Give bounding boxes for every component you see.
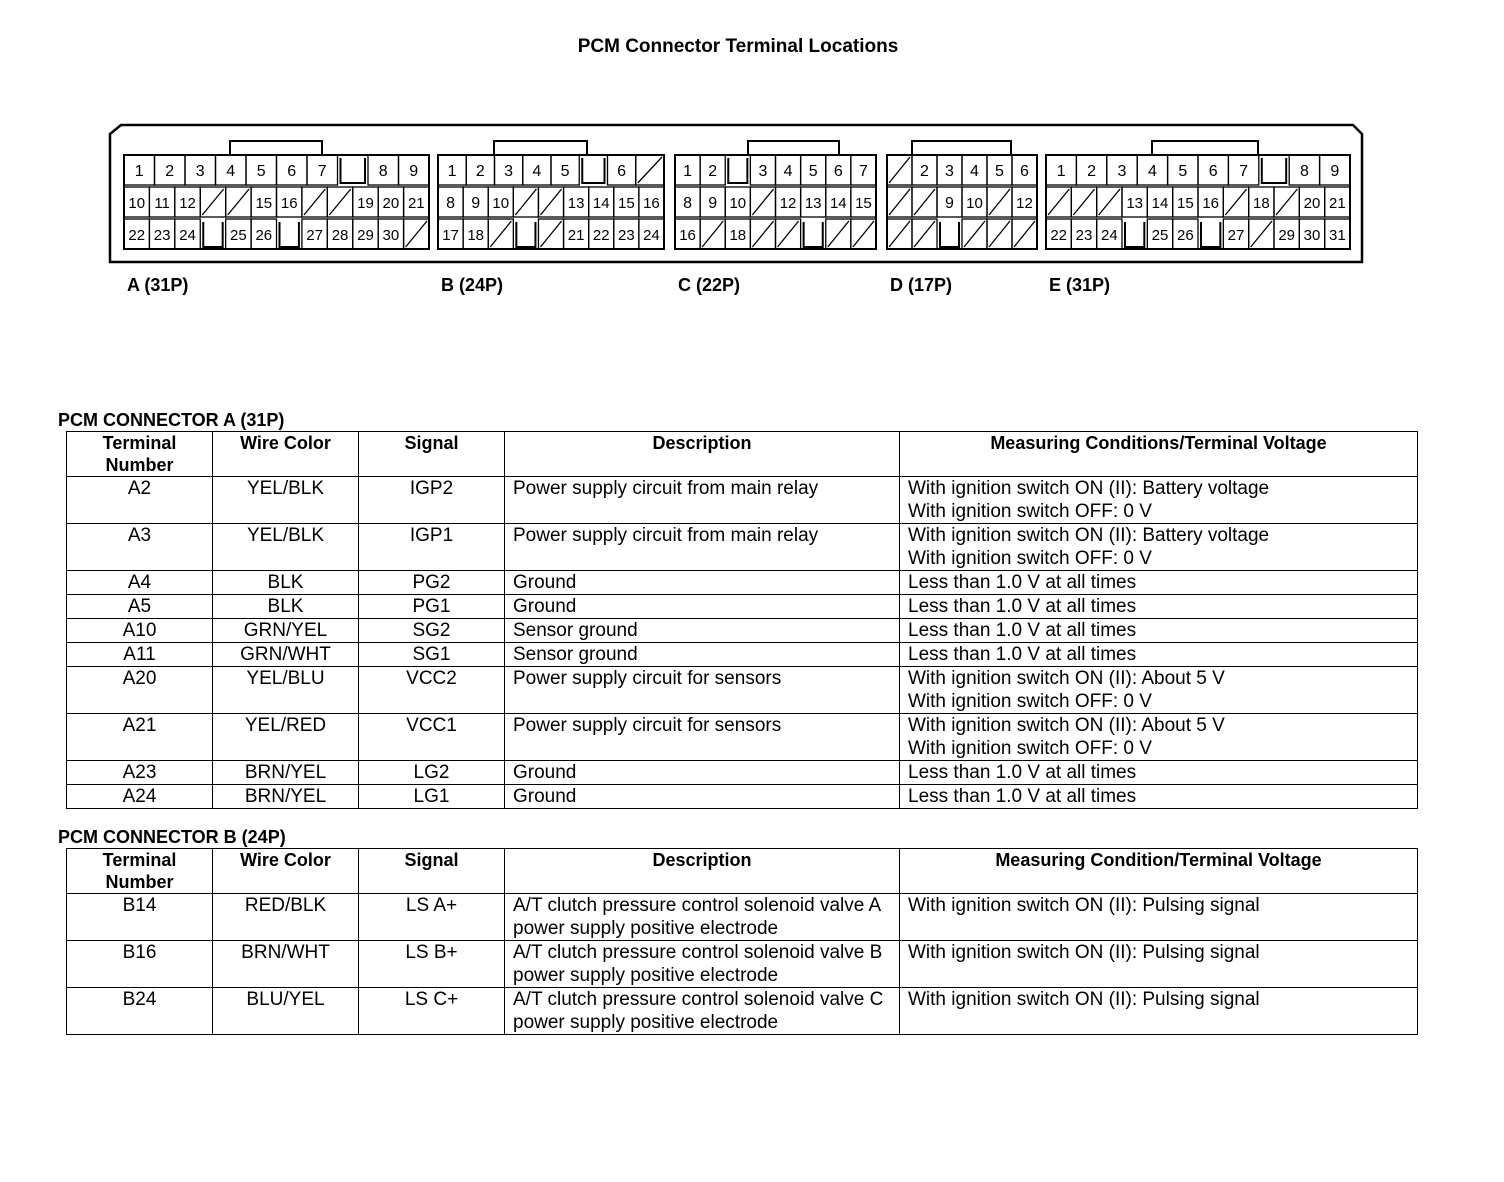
condition-line: With ignition switch OFF: 0 V xyxy=(908,501,1152,522)
wire-color-cell: BRN/WHT xyxy=(213,941,359,988)
terminal-number: 31 xyxy=(1328,227,1346,244)
condition-line: Less than 1.0 V at all times xyxy=(908,620,1137,641)
terminal-number: 13 xyxy=(804,195,822,212)
description-cell: A/T clutch pressure control solenoid valve A power supply positive electrode xyxy=(505,894,900,941)
terminal-number: 12 xyxy=(1016,195,1033,212)
conditions-cell xyxy=(900,894,1418,941)
conditions-cell xyxy=(900,595,1418,619)
wire-color-cell: BLK xyxy=(213,595,359,619)
table-row xyxy=(67,941,1418,988)
unused-terminal xyxy=(638,157,662,183)
description-cell: A/T clutch pressure control solenoid valve C power supply positive electrode xyxy=(505,988,900,1035)
terminal-number: 14 xyxy=(592,195,610,212)
lock-tab xyxy=(748,141,839,155)
table-row xyxy=(67,524,1418,571)
lock-tab xyxy=(912,141,1011,155)
unused-terminal xyxy=(515,189,536,215)
unused-terminal xyxy=(914,221,935,247)
table-row xyxy=(67,894,1418,941)
terminal-cell: A10 xyxy=(67,619,213,643)
terminal-number: 10 xyxy=(966,195,983,212)
terminal-number: 24 xyxy=(179,227,196,244)
conditions-cell xyxy=(900,571,1418,595)
terminal-number: 23 xyxy=(1075,227,1093,244)
terminal-number: 6 xyxy=(287,163,297,180)
unused-terminal xyxy=(1276,189,1297,215)
unused-terminal xyxy=(828,221,849,247)
terminal-number: 14 xyxy=(1151,195,1169,212)
terminal-number: 21 xyxy=(407,195,425,212)
terminal-cell: A3 xyxy=(67,524,213,571)
terminal-number: 2 xyxy=(475,163,485,180)
terminal-number: 18 xyxy=(729,227,747,244)
connector-a-table xyxy=(66,431,1418,809)
terminal-number: 24 xyxy=(1100,227,1118,244)
table-row xyxy=(67,761,1418,785)
key-notch xyxy=(280,222,299,247)
lock-tab xyxy=(494,141,587,155)
unused-terminal xyxy=(989,221,1010,247)
description-cell: Sensor ground xyxy=(505,619,900,643)
condition-line: With ignition switch OFF: 0 V xyxy=(908,548,1152,569)
condition-line: Less than 1.0 V at all times xyxy=(908,644,1137,665)
key-notch xyxy=(1125,222,1144,247)
terminal-number: 30 xyxy=(1303,227,1321,244)
terminal-number: 16 xyxy=(679,227,696,244)
connector-label: E (31P) xyxy=(1049,275,1111,295)
connector-c xyxy=(675,141,876,295)
terminal-number: 5 xyxy=(1178,163,1188,180)
terminal-number: 5 xyxy=(560,163,570,180)
unused-terminal xyxy=(329,189,350,215)
unused-terminal xyxy=(889,157,910,183)
terminal-number: 26 xyxy=(1176,227,1194,244)
terminal-cell: B14 xyxy=(67,894,213,941)
terminal-number: 15 xyxy=(255,195,273,212)
signal-cell: PG1 xyxy=(359,595,505,619)
terminal-number: 4 xyxy=(226,163,236,180)
terminal-number: 7 xyxy=(1239,163,1249,180)
unused-terminal xyxy=(1073,189,1094,215)
unused-terminal xyxy=(490,221,511,247)
terminal-number: 29 xyxy=(1278,227,1296,244)
terminal-cell: B16 xyxy=(67,941,213,988)
terminal-number: 7 xyxy=(858,163,868,180)
description-cell: Ground xyxy=(505,595,900,619)
terminal-number: 9 xyxy=(945,195,954,212)
terminal-number: 6 xyxy=(617,163,627,180)
conditions-cell xyxy=(900,988,1418,1035)
key-notch xyxy=(341,158,366,183)
terminal-cell: A24 xyxy=(67,785,213,809)
terminal-number: 8 xyxy=(683,195,693,212)
unused-terminal xyxy=(1048,189,1069,215)
condition-line: With ignition switch ON (II): About 5 V xyxy=(908,668,1225,689)
unused-terminal xyxy=(304,189,325,215)
unused-terminal xyxy=(889,221,910,247)
unused-terminal xyxy=(406,221,427,247)
signal-cell: PG2 xyxy=(359,571,505,595)
signal-cell: VCC1 xyxy=(359,714,505,761)
description-cell: Ground xyxy=(505,761,900,785)
condition-line: With ignition switch ON (II): Pulsing signal xyxy=(908,942,1260,963)
column-header: Signal xyxy=(359,432,505,477)
key-notch xyxy=(1262,158,1286,183)
terminal-cell: A23 xyxy=(67,761,213,785)
conditions-cell xyxy=(900,477,1418,524)
terminal-number: 21 xyxy=(567,227,585,244)
terminal-number: 22 xyxy=(128,227,146,244)
connector-label: C (22P) xyxy=(678,275,741,295)
terminal-cell: A21 xyxy=(67,714,213,761)
conditions-cell xyxy=(900,667,1418,714)
unused-terminal xyxy=(540,189,561,215)
wire-color-cell: GRN/YEL xyxy=(213,619,359,643)
signal-cell: IGP1 xyxy=(359,524,505,571)
unused-terminal xyxy=(752,189,773,215)
condition-line: With ignition switch OFF: 0 V xyxy=(908,691,1152,712)
terminal-number: 2 xyxy=(708,163,718,180)
connector-b-table xyxy=(66,848,1418,1035)
connector-d xyxy=(887,141,1037,295)
terminal-number: 7 xyxy=(317,163,327,180)
terminal-number: 6 xyxy=(833,163,843,180)
terminal-number: 19 xyxy=(357,195,374,212)
terminal-number: 18 xyxy=(467,227,485,244)
lock-tab xyxy=(230,141,322,155)
conditions-cell xyxy=(900,761,1418,785)
terminal-number: 24 xyxy=(643,227,660,244)
terminal-number: 27 xyxy=(1227,227,1245,244)
unused-terminal xyxy=(228,189,249,215)
column-header: Measuring Conditions/Terminal Voltage xyxy=(900,432,1418,477)
terminal-cell: A4 xyxy=(67,571,213,595)
terminal-number: 3 xyxy=(504,163,514,180)
terminal-number: 4 xyxy=(783,163,793,180)
terminal-number: 10 xyxy=(128,195,146,212)
connector-label: A (31P) xyxy=(127,275,189,295)
terminal-number: 14 xyxy=(829,195,847,212)
wire-color-cell: YEL/RED xyxy=(213,714,359,761)
terminal-number: 4 xyxy=(1147,163,1157,180)
table-row xyxy=(67,619,1418,643)
terminal-number: 1 xyxy=(447,163,457,180)
key-notch xyxy=(1201,222,1220,247)
connector-label: D (17P) xyxy=(890,275,953,295)
terminal-cell: A5 xyxy=(67,595,213,619)
condition-line: Less than 1.0 V at all times xyxy=(908,762,1137,783)
description-cell: Ground xyxy=(505,785,900,809)
terminal-number: 9 xyxy=(1330,163,1340,180)
conditions-cell xyxy=(900,619,1418,643)
wire-color-cell: RED/BLK xyxy=(213,894,359,941)
terminal-number: 3 xyxy=(195,163,205,180)
terminal-number: 13 xyxy=(567,195,585,212)
unused-terminal xyxy=(853,221,874,247)
description-cell: A/T clutch pressure control solenoid valve B power supply positive electrode xyxy=(505,941,900,988)
terminal-number: 10 xyxy=(729,195,747,212)
condition-line: With ignition switch ON (II): Battery voltage xyxy=(908,525,1270,546)
table-row xyxy=(67,988,1418,1035)
terminal-number: 9 xyxy=(708,195,718,212)
terminal-number: 16 xyxy=(643,195,660,212)
unused-terminal xyxy=(914,189,935,215)
signal-cell: SG1 xyxy=(359,643,505,667)
conditions-cell xyxy=(900,785,1418,809)
column-header: Description xyxy=(505,849,900,894)
wire-color-cell: YEL/BLK xyxy=(213,524,359,571)
condition-line: With ignition switch ON (II): Pulsing signal xyxy=(908,895,1260,916)
connector-label: B (24P) xyxy=(441,275,504,295)
unused-terminal xyxy=(989,189,1010,215)
terminal-number: 26 xyxy=(255,227,273,244)
condition-line: Less than 1.0 V at all times xyxy=(908,786,1137,807)
terminal-cell: B24 xyxy=(67,988,213,1035)
terminal-number: 3 xyxy=(945,163,954,180)
signal-cell: LS B+ xyxy=(359,941,505,988)
signal-cell: LG2 xyxy=(359,761,505,785)
terminal-number: 15 xyxy=(1176,195,1194,212)
terminal-number: 22 xyxy=(592,227,610,244)
key-notch xyxy=(940,222,959,247)
terminal-number: 16 xyxy=(1202,195,1220,212)
terminal-number: 20 xyxy=(1303,195,1321,212)
terminal-number: 8 xyxy=(1299,163,1309,180)
table-row xyxy=(67,714,1418,761)
lock-tab xyxy=(1152,141,1258,155)
terminal-number: 25 xyxy=(230,227,247,244)
conditions-cell xyxy=(900,714,1418,761)
terminal-number: 12 xyxy=(179,195,196,212)
description-cell: Power supply circuit from main relay xyxy=(505,524,900,571)
terminal-cell: A11 xyxy=(67,643,213,667)
terminal-cell: A2 xyxy=(67,477,213,524)
wire-color-cell: GRN/WHT xyxy=(213,643,359,667)
wire-color-cell: BLK xyxy=(213,571,359,595)
terminal-number: 5 xyxy=(256,163,266,180)
unused-terminal xyxy=(540,221,561,247)
unused-terminal xyxy=(1014,221,1035,247)
wire-color-cell: YEL/BLU xyxy=(213,667,359,714)
key-notch xyxy=(516,222,535,247)
terminal-number: 6 xyxy=(1020,163,1029,180)
table-a-title: PCM CONNECTOR A (31P) xyxy=(58,410,285,430)
unused-terminal xyxy=(202,189,223,215)
terminal-number: 5 xyxy=(808,163,818,180)
column-header: Wire Color xyxy=(213,432,359,477)
table-row xyxy=(67,667,1418,714)
unused-terminal xyxy=(1251,221,1272,247)
condition-line: Less than 1.0 V at all times xyxy=(908,596,1137,617)
terminal-number: 18 xyxy=(1252,195,1270,212)
terminal-number: 3 xyxy=(1117,163,1127,180)
terminal-number: 5 xyxy=(995,163,1004,180)
terminal-number: 30 xyxy=(382,227,400,244)
condition-line: With ignition switch OFF: 0 V xyxy=(908,738,1152,759)
column-header: Wire Color xyxy=(213,849,359,894)
terminal-number: 17 xyxy=(442,227,459,244)
terminal-number: 3 xyxy=(758,163,768,180)
signal-cell: SG2 xyxy=(359,619,505,643)
column-header: Signal xyxy=(359,849,505,894)
column-header: Measuring Condition/Terminal Voltage xyxy=(900,849,1418,894)
description-cell: Sensor ground xyxy=(505,643,900,667)
table-b-title: PCM CONNECTOR B (24P) xyxy=(58,827,286,847)
terminal-cell: A20 xyxy=(67,667,213,714)
column-header: Terminal Number xyxy=(67,432,213,477)
terminal-number: 15 xyxy=(855,195,872,212)
terminal-number: 8 xyxy=(446,195,456,212)
table-row xyxy=(67,595,1418,619)
signal-cell: VCC2 xyxy=(359,667,505,714)
terminal-number: 20 xyxy=(382,195,400,212)
conditions-cell xyxy=(900,941,1418,988)
signal-cell: LG1 xyxy=(359,785,505,809)
terminal-number: 1 xyxy=(134,163,144,180)
unused-terminal xyxy=(1099,189,1120,215)
terminal-number: 22 xyxy=(1050,227,1068,244)
terminal-number: 13 xyxy=(1126,195,1144,212)
connector-e xyxy=(1046,141,1350,295)
terminal-number: 21 xyxy=(1328,195,1346,212)
description-cell: Ground xyxy=(505,571,900,595)
key-notch xyxy=(203,222,222,247)
terminal-number: 23 xyxy=(617,227,635,244)
condition-line: Less than 1.0 V at all times xyxy=(908,572,1137,593)
table-row xyxy=(67,643,1418,667)
condition-line: With ignition switch ON (II): Pulsing signal xyxy=(908,989,1260,1010)
page-title: PCM Connector Terminal Locations xyxy=(577,36,899,57)
wire-color-cell: YEL/BLK xyxy=(213,477,359,524)
unused-terminal xyxy=(964,221,985,247)
connector-a xyxy=(124,141,429,295)
key-notch xyxy=(582,158,604,183)
condition-line: With ignition switch ON (II): Battery voltage xyxy=(908,478,1270,499)
terminal-number: 28 xyxy=(331,227,349,244)
key-notch xyxy=(804,222,823,247)
terminal-number: 15 xyxy=(617,195,635,212)
key-notch xyxy=(728,158,747,183)
terminal-number: 23 xyxy=(153,227,171,244)
conditions-cell xyxy=(900,643,1418,667)
condition-line: With ignition switch ON (II): About 5 V xyxy=(908,715,1225,736)
signal-cell: IGP2 xyxy=(359,477,505,524)
terminal-number: 4 xyxy=(970,163,979,180)
terminal-number: 1 xyxy=(683,163,693,180)
terminal-number: 11 xyxy=(154,195,170,212)
unused-terminal xyxy=(1225,189,1246,215)
column-header: Description xyxy=(505,432,900,477)
terminal-number: 16 xyxy=(280,195,298,212)
wire-color-cell: BRN/YEL xyxy=(213,785,359,809)
terminal-number: 2 xyxy=(165,163,175,180)
wire-color-cell: BLU/YEL xyxy=(213,988,359,1035)
terminal-number: 29 xyxy=(357,227,374,244)
table-row xyxy=(67,571,1418,595)
conditions-cell xyxy=(900,524,1418,571)
description-cell: Power supply circuit for sensors xyxy=(505,667,900,714)
connector-b xyxy=(438,141,664,295)
terminal-number: 2 xyxy=(920,163,929,180)
unused-terminal xyxy=(752,221,773,247)
terminal-number: 4 xyxy=(532,163,542,180)
signal-cell: LS C+ xyxy=(359,988,505,1035)
wire-color-cell: BRN/YEL xyxy=(213,761,359,785)
terminal-number: 6 xyxy=(1208,163,1218,180)
description-cell: Power supply circuit from main relay xyxy=(505,477,900,524)
terminal-number: 10 xyxy=(492,195,510,212)
terminal-number: 8 xyxy=(378,163,388,180)
terminal-number: 27 xyxy=(306,227,323,244)
unused-terminal xyxy=(778,221,799,247)
table-row xyxy=(67,477,1418,524)
terminal-number: 25 xyxy=(1151,227,1169,244)
terminal-number: 1 xyxy=(1056,163,1066,180)
description-cell: Power supply circuit for sensors xyxy=(505,714,900,761)
terminal-number: 2 xyxy=(1087,163,1097,180)
table-row xyxy=(67,785,1418,809)
signal-cell: LS A+ xyxy=(359,894,505,941)
connector-diagram xyxy=(0,0,1504,310)
unused-terminal xyxy=(889,189,910,215)
terminal-number: 12 xyxy=(779,195,797,212)
column-header: Terminal Number xyxy=(67,849,213,894)
unused-terminal xyxy=(702,221,723,247)
terminal-number: 9 xyxy=(471,195,481,212)
terminal-number: 9 xyxy=(409,163,419,180)
